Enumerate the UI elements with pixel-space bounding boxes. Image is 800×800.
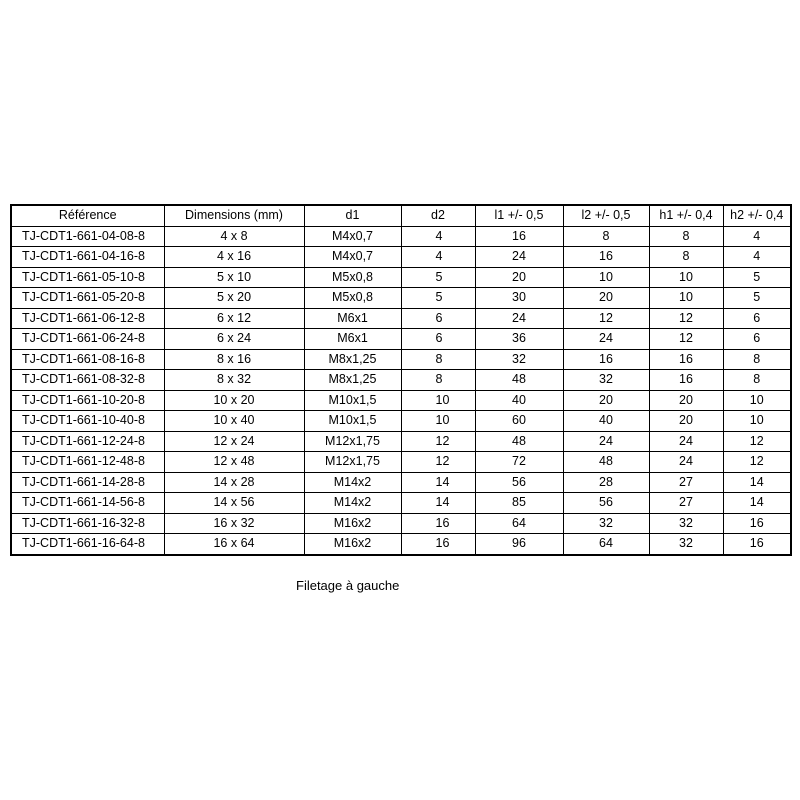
cell-dimensions: 8 x 16 — [164, 349, 304, 370]
cell-reference: TJ-CDT1-661-04-16-8 — [11, 247, 164, 268]
cell-l2: 48 — [563, 452, 649, 473]
table-row — [11, 267, 791, 288]
cell-dimensions: 6 x 12 — [164, 308, 304, 329]
cell-dimensions: 8 x 32 — [164, 370, 304, 391]
cell-h1: 8 — [649, 247, 723, 268]
cell-reference: TJ-CDT1-661-14-56-8 — [11, 493, 164, 514]
cell-h1: 32 — [649, 534, 723, 555]
cell-h2: 4 — [723, 247, 791, 268]
column-header-dimensions: Dimensions (mm) — [164, 205, 304, 226]
cell-h2: 12 — [723, 431, 791, 452]
cell-h2: 14 — [723, 493, 791, 514]
cell-reference: TJ-CDT1-661-12-48-8 — [11, 452, 164, 473]
cell-l1: 24 — [475, 247, 563, 268]
cell-d1: M4x0,7 — [304, 226, 401, 247]
cell-dimensions: 14 x 56 — [164, 493, 304, 514]
cell-l1: 85 — [475, 493, 563, 514]
cell-h1: 24 — [649, 431, 723, 452]
cell-d2: 4 — [401, 247, 475, 268]
cell-h1: 12 — [649, 329, 723, 350]
cell-l1: 20 — [475, 267, 563, 288]
cell-dimensions: 12 x 24 — [164, 431, 304, 452]
cell-h2: 5 — [723, 267, 791, 288]
cell-dimensions: 12 x 48 — [164, 452, 304, 473]
table-row — [11, 472, 791, 493]
cell-l2: 16 — [563, 247, 649, 268]
cell-dimensions: 4 x 16 — [164, 247, 304, 268]
table-row — [11, 390, 791, 411]
table-row — [11, 513, 791, 534]
cell-d2: 16 — [401, 534, 475, 555]
cell-h2: 16 — [723, 513, 791, 534]
cell-h1: 10 — [649, 288, 723, 309]
column-header-h1: h1 +/- 0,4 — [649, 205, 723, 226]
cell-reference: TJ-CDT1-661-10-20-8 — [11, 390, 164, 411]
cell-h1: 12 — [649, 308, 723, 329]
cell-d1: M6x1 — [304, 329, 401, 350]
cell-l2: 20 — [563, 288, 649, 309]
cell-d2: 14 — [401, 472, 475, 493]
cell-d1: M14x2 — [304, 493, 401, 514]
table-row — [11, 226, 791, 247]
cell-l1: 64 — [475, 513, 563, 534]
cell-dimensions: 14 x 28 — [164, 472, 304, 493]
cell-h1: 20 — [649, 390, 723, 411]
cell-reference: TJ-CDT1-661-08-32-8 — [11, 370, 164, 391]
cell-d2: 12 — [401, 452, 475, 473]
cell-h1: 24 — [649, 452, 723, 473]
column-header-d1: d1 — [304, 205, 401, 226]
cell-l2: 40 — [563, 411, 649, 432]
table-row — [11, 431, 791, 452]
table-row — [11, 452, 791, 473]
cell-reference: TJ-CDT1-661-05-20-8 — [11, 288, 164, 309]
table-row — [11, 534, 791, 555]
cell-l2: 32 — [563, 513, 649, 534]
column-header-reference: Référence — [11, 205, 164, 226]
cell-l2: 64 — [563, 534, 649, 555]
cell-l2: 16 — [563, 349, 649, 370]
cell-d1: M5x0,8 — [304, 267, 401, 288]
cell-h1: 16 — [649, 349, 723, 370]
cell-d2: 8 — [401, 370, 475, 391]
cell-dimensions: 16 x 64 — [164, 534, 304, 555]
cell-d2: 16 — [401, 513, 475, 534]
table-row — [11, 349, 791, 370]
cell-d1: M4x0,7 — [304, 247, 401, 268]
cell-l1: 16 — [475, 226, 563, 247]
cell-d1: M5x0,8 — [304, 288, 401, 309]
cell-d2: 6 — [401, 308, 475, 329]
cell-reference: TJ-CDT1-661-08-16-8 — [11, 349, 164, 370]
cell-l1: 56 — [475, 472, 563, 493]
cell-dimensions: 10 x 20 — [164, 390, 304, 411]
table-row — [11, 247, 791, 268]
table-body — [11, 226, 791, 555]
cell-d2: 10 — [401, 411, 475, 432]
cell-reference: TJ-CDT1-661-05-10-8 — [11, 267, 164, 288]
cell-h2: 6 — [723, 329, 791, 350]
cell-d1: M16x2 — [304, 513, 401, 534]
cell-d1: M12x1,75 — [304, 452, 401, 473]
cell-l1: 30 — [475, 288, 563, 309]
cell-d1: M12x1,75 — [304, 431, 401, 452]
cell-l2: 20 — [563, 390, 649, 411]
table-header-row — [11, 205, 791, 226]
cell-dimensions: 6 x 24 — [164, 329, 304, 350]
specification-table — [10, 204, 792, 556]
cell-h2: 6 — [723, 308, 791, 329]
table-row — [11, 329, 791, 350]
cell-reference: TJ-CDT1-661-06-12-8 — [11, 308, 164, 329]
cell-d2: 8 — [401, 349, 475, 370]
cell-l2: 56 — [563, 493, 649, 514]
cell-d1: M10x1,5 — [304, 390, 401, 411]
cell-h1: 16 — [649, 370, 723, 391]
table-row — [11, 411, 791, 432]
cell-h2: 10 — [723, 411, 791, 432]
column-header-h2: h2 +/- 0,4 — [723, 205, 791, 226]
cell-dimensions: 5 x 20 — [164, 288, 304, 309]
cell-reference: TJ-CDT1-661-06-24-8 — [11, 329, 164, 350]
cell-reference: TJ-CDT1-661-16-32-8 — [11, 513, 164, 534]
cell-l2: 8 — [563, 226, 649, 247]
cell-l1: 32 — [475, 349, 563, 370]
cell-l2: 10 — [563, 267, 649, 288]
cell-d2: 12 — [401, 431, 475, 452]
footnote: Filetage à gauche — [296, 578, 400, 593]
column-header-l1: l1 +/- 0,5 — [475, 205, 563, 226]
cell-l1: 48 — [475, 370, 563, 391]
cell-l2: 28 — [563, 472, 649, 493]
cell-h1: 8 — [649, 226, 723, 247]
table-row — [11, 308, 791, 329]
column-header-l2: l2 +/- 0,5 — [563, 205, 649, 226]
cell-dimensions: 10 x 40 — [164, 411, 304, 432]
cell-d1: M8x1,25 — [304, 349, 401, 370]
cell-d1: M14x2 — [304, 472, 401, 493]
cell-l1: 24 — [475, 308, 563, 329]
cell-h2: 8 — [723, 349, 791, 370]
cell-l2: 24 — [563, 329, 649, 350]
cell-l1: 40 — [475, 390, 563, 411]
cell-l1: 96 — [475, 534, 563, 555]
cell-h2: 14 — [723, 472, 791, 493]
cell-h1: 20 — [649, 411, 723, 432]
cell-reference: TJ-CDT1-661-12-24-8 — [11, 431, 164, 452]
cell-h2: 12 — [723, 452, 791, 473]
cell-h1: 27 — [649, 472, 723, 493]
table-row — [11, 493, 791, 514]
cell-h2: 4 — [723, 226, 791, 247]
cell-h2: 5 — [723, 288, 791, 309]
cell-d2: 14 — [401, 493, 475, 514]
cell-reference: TJ-CDT1-661-16-64-8 — [11, 534, 164, 555]
cell-h2: 16 — [723, 534, 791, 555]
cell-l1: 48 — [475, 431, 563, 452]
cell-reference: TJ-CDT1-661-14-28-8 — [11, 472, 164, 493]
cell-l2: 24 — [563, 431, 649, 452]
cell-d1: M10x1,5 — [304, 411, 401, 432]
cell-d1: M6x1 — [304, 308, 401, 329]
cell-l1: 72 — [475, 452, 563, 473]
cell-d1: M8x1,25 — [304, 370, 401, 391]
cell-h2: 10 — [723, 390, 791, 411]
cell-h2: 8 — [723, 370, 791, 391]
cell-d2: 4 — [401, 226, 475, 247]
cell-dimensions: 5 x 10 — [164, 267, 304, 288]
cell-d2: 5 — [401, 267, 475, 288]
table-row — [11, 288, 791, 309]
cell-dimensions: 4 x 8 — [164, 226, 304, 247]
cell-l1: 60 — [475, 411, 563, 432]
table-row — [11, 370, 791, 391]
cell-reference: TJ-CDT1-661-04-08-8 — [11, 226, 164, 247]
cell-l2: 32 — [563, 370, 649, 391]
cell-h1: 27 — [649, 493, 723, 514]
cell-h1: 32 — [649, 513, 723, 534]
cell-d2: 5 — [401, 288, 475, 309]
cell-reference: TJ-CDT1-661-10-40-8 — [11, 411, 164, 432]
cell-h1: 10 — [649, 267, 723, 288]
cell-d2: 10 — [401, 390, 475, 411]
cell-d2: 6 — [401, 329, 475, 350]
cell-dimensions: 16 x 32 — [164, 513, 304, 534]
cell-l1: 36 — [475, 329, 563, 350]
column-header-d2: d2 — [401, 205, 475, 226]
cell-d1: M16x2 — [304, 534, 401, 555]
cell-l2: 12 — [563, 308, 649, 329]
